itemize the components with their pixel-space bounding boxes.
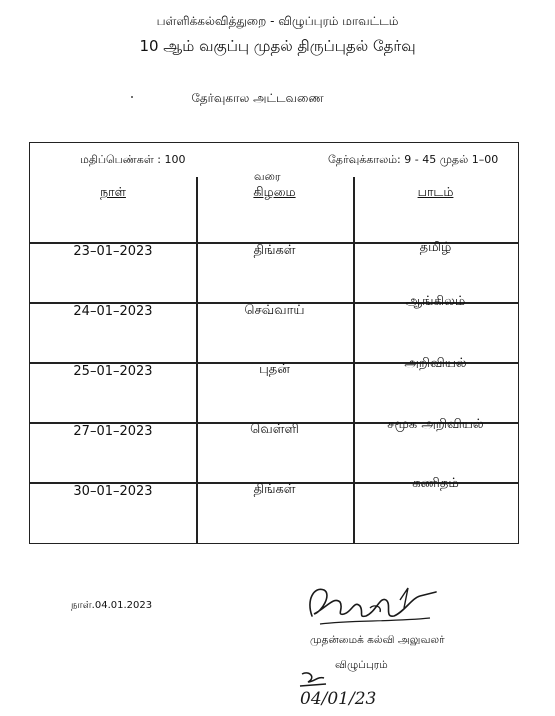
day-cell: திங்கள் [253,243,296,258]
timetable [29,142,519,544]
day-cell: புதன் [259,362,290,377]
issue-date: நாள்.04.01.2023 [71,600,153,611]
day-cell: செவ்வாய் [244,303,305,318]
subject-cell: கணிதம் [412,476,459,491]
date-cell: 30–01–2023 [73,484,153,499]
day-cell: வெள்ளி [250,422,299,437]
exam-time: தேர்வுக்காலம்: 9 - 45 முதல் 1–00 [328,153,499,166]
exam-title: 10 ஆம் வகுப்பு முதல் திருப்புதல் தேர்வு [139,37,416,55]
date-cell: 24–01–2023 [73,304,153,319]
subject-cell: அறிவியல் [404,356,467,371]
subject-cell: சமூக அறிவியல் [387,417,484,432]
exam-time-continuation: வரை [254,170,281,183]
column-header-date: நாள் [100,184,126,199]
total-marks: மதிப்பெண்கள் : 100 [80,153,186,166]
subject-cell: தமிழ் [419,240,452,255]
department-heading: பள்ளிக்கல்வித்துறை - விழுப்புரம் மாவட்டம் [156,14,399,28]
date-cell: 27–01–2023 [73,424,153,439]
signature-icon [300,578,450,634]
column-header-day: கிழமை [253,184,296,199]
date-cell: 23–01–2023 [73,244,153,259]
date-cell: 25–01–2023 [73,364,153,379]
handwritten-date: 04/01/23 [300,689,377,708]
handwritten-date-icon [296,668,396,708]
officer-title: முதன்மைக் கல்வி அலுவலர் [310,634,445,646]
office-place: விழுப்புரம் [335,659,388,671]
subject-cell: ஆங்கிலம் [405,294,466,309]
column-header-subject: பாடம் [417,184,454,199]
timetable-subtitle: தேர்வுகால அட்டவணை [191,91,324,105]
speck-mark [131,96,133,98]
day-cell: திங்கள் [253,482,296,497]
